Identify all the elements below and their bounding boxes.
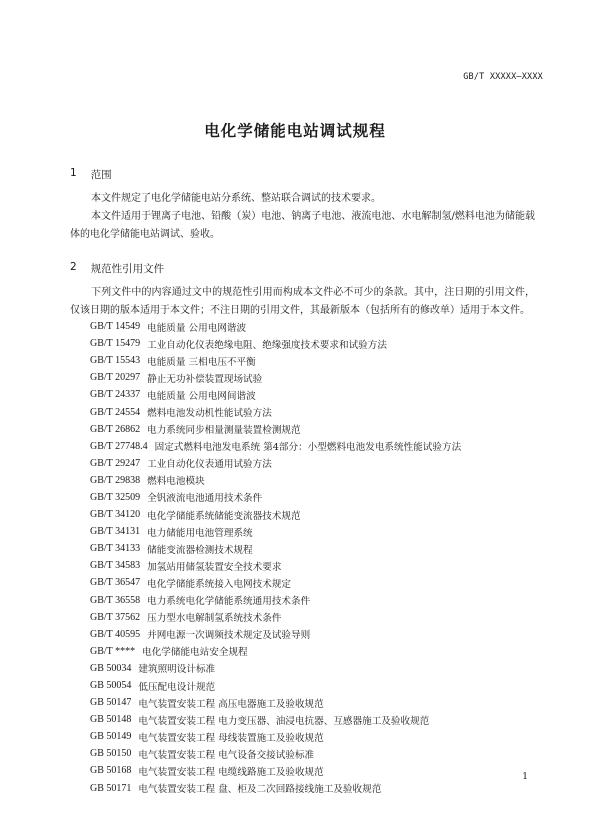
reference-code: GB 50150 [90, 748, 132, 760]
reference-title: 储能变流器检测技术规程 [147, 544, 253, 556]
reference-code: GB/T 32509 [90, 491, 141, 503]
reference-item [90, 472, 550, 489]
reference-title: 并网电源一次调频技术规定及试验导则 [147, 630, 311, 642]
reference-title: 全钒液流电池通用技术条件 [147, 493, 263, 505]
reference-code: GB/T 40595 [90, 628, 141, 640]
reference-item [90, 421, 550, 438]
reference-title: 电力储能用电池管理系统 [147, 527, 253, 539]
reference-title: 工业自动化仪表通用试验方法 [147, 459, 272, 471]
reference-code: GB/T 24337 [90, 389, 141, 401]
reference-title: 电能质量 公用电网间谐波 [147, 390, 256, 402]
reference-title: 电气装置安装工程 高压电器施工及验收规范 [138, 698, 324, 710]
reference-item [90, 506, 550, 523]
page-number: 1 [522, 772, 528, 782]
reference-title: 工业自动化仪表绝缘电阻、绝缘强度技术要求和试验方法 [147, 339, 387, 351]
reference-code: GB/T 14549 [90, 321, 141, 333]
reference-title: 电气装置安装工程 母线装置施工及验收规范 [138, 732, 324, 744]
reference-item [90, 489, 550, 506]
section-title: 范围 [90, 169, 112, 181]
reference-code: GB 50149 [90, 731, 132, 743]
reference-title: 电化学储能系统储能变流器技术规范 [147, 510, 301, 522]
reference-title: 燃料电池发动机性能试验方法 [147, 408, 272, 420]
reference-title: 电气装置安装工程 电缆线路施工及验收规范 [138, 766, 324, 778]
reference-title: 电能质量 三相电压不平衡 [147, 356, 256, 368]
reference-item [90, 369, 550, 386]
reference-code: GB/T 36547 [90, 577, 141, 589]
reference-title: 静止无功补偿装置现场试验 [147, 373, 263, 385]
reference-item [90, 660, 550, 677]
reference-item [90, 694, 550, 711]
reference-item [90, 352, 550, 369]
reference-item [90, 335, 550, 352]
reference-item [90, 455, 550, 472]
reference-title: 燃料电池模块 [147, 476, 205, 488]
reference-code: GB/T 29838 [90, 474, 141, 486]
reference-title: 建筑照明设计标准 [138, 664, 216, 676]
reference-item [90, 386, 550, 403]
reference-item [90, 728, 550, 745]
reference-title: 电力系统同步相量测量装置检测规范 [147, 425, 301, 437]
reference-item [90, 626, 550, 643]
reference-code: GB/T 26862 [90, 423, 141, 435]
document-code: GB/T XXXXX—XXXX [463, 72, 543, 82]
reference-code: GB/T 15479 [90, 338, 141, 350]
reference-code: GB 50054 [90, 680, 132, 692]
reference-code: GB 50034 [90, 662, 132, 674]
paragraph: 本文件规定了电化学储能电站分系统、整站联合调试的技术要求。 [91, 193, 381, 204]
reference-code: GB 50147 [90, 697, 132, 709]
reference-code: GB/T 34133 [90, 543, 141, 555]
reference-code: GB/T 34131 [90, 526, 141, 538]
reference-code: GB 50171 [90, 782, 132, 794]
reference-item [90, 762, 550, 779]
reference-title: 电气装置安装工程 电力变压器、油浸电抗器、互感器施工及验收规范 [138, 715, 430, 727]
reference-code: GB/T 29247 [90, 457, 141, 469]
reference-code: GB/T 20297 [90, 372, 141, 384]
section-title: 规范性引用文件 [90, 263, 165, 275]
reference-item [90, 711, 550, 728]
reference-code: GB/T 36558 [90, 594, 141, 606]
reference-title: 低压配电设计规范 [138, 681, 216, 693]
paragraph: 下列文件中的内容通过文中的规范性引用而构成本文件必不可少的条款。其中，注日期的引用文件，仅该日期的版本适用于本文件；不注日期的引用文件，其最新版本（包括所有的修改单）适用于本文件。 [70, 287, 535, 316]
reference-item [90, 557, 550, 574]
reference-item [90, 609, 550, 626]
reference-item [90, 745, 550, 762]
reference-list [90, 318, 550, 797]
reference-title: 压力型水电解制氢系统技术条件 [147, 613, 282, 625]
reference-item [90, 677, 550, 694]
reference-item [90, 403, 550, 420]
reference-item [90, 318, 550, 335]
reference-code: GB/T 27748.4 [90, 440, 148, 452]
reference-code: GB/T 34120 [90, 509, 141, 521]
reference-title: 电化学储能系统接入电网技术规定 [147, 578, 292, 590]
reference-title: 电气装置安装工程 电气设备交接试验标准 [138, 749, 315, 761]
reference-title: 电能质量 公用电网谐波 [147, 322, 247, 334]
reference-code: GB 50168 [90, 765, 132, 777]
reference-title: 电力系统电化学储能系统通用技术条件 [147, 596, 311, 608]
reference-title: 固定式燃料电池发电系统 第4部分：小型燃料电池发电系统性能试验方法 [154, 442, 462, 454]
section-heading-normative-references [70, 261, 164, 276]
reference-code: GB/T 15543 [90, 355, 141, 367]
reference-title: 加氢站用储氢装置安全技术要求 [147, 561, 282, 573]
reference-code: GB/T 37562 [90, 611, 141, 623]
reference-title: 电气装置安装工程 盘、柜及二次回路接线施工及验收规范 [138, 784, 382, 796]
reference-item [90, 523, 550, 540]
reference-code: GB/T 34583 [90, 560, 141, 572]
reference-code: GB/T 24554 [90, 406, 141, 418]
reference-item [90, 643, 550, 660]
reference-code: GB/T **** [90, 645, 136, 657]
reference-item [90, 540, 550, 557]
reference-item [90, 780, 550, 797]
reference-item [90, 438, 550, 455]
document-title: 电化学储能电站调试规程 [204, 122, 386, 140]
reference-item [90, 592, 550, 609]
section-number: 1 [70, 167, 77, 179]
reference-item [90, 574, 550, 591]
section-number: 2 [70, 261, 77, 273]
reference-code: GB 50148 [90, 714, 132, 726]
section-heading-scope [70, 167, 112, 182]
paragraph: 本文件适用于锂离子电池、铅酸（炭）电池、钠离子电池、液流电池、水电解制氢/燃料电池为储能载体的电化学储能电站调试、验收。 [70, 211, 535, 240]
reference-title: 电化学储能电站安全规程 [142, 647, 248, 659]
